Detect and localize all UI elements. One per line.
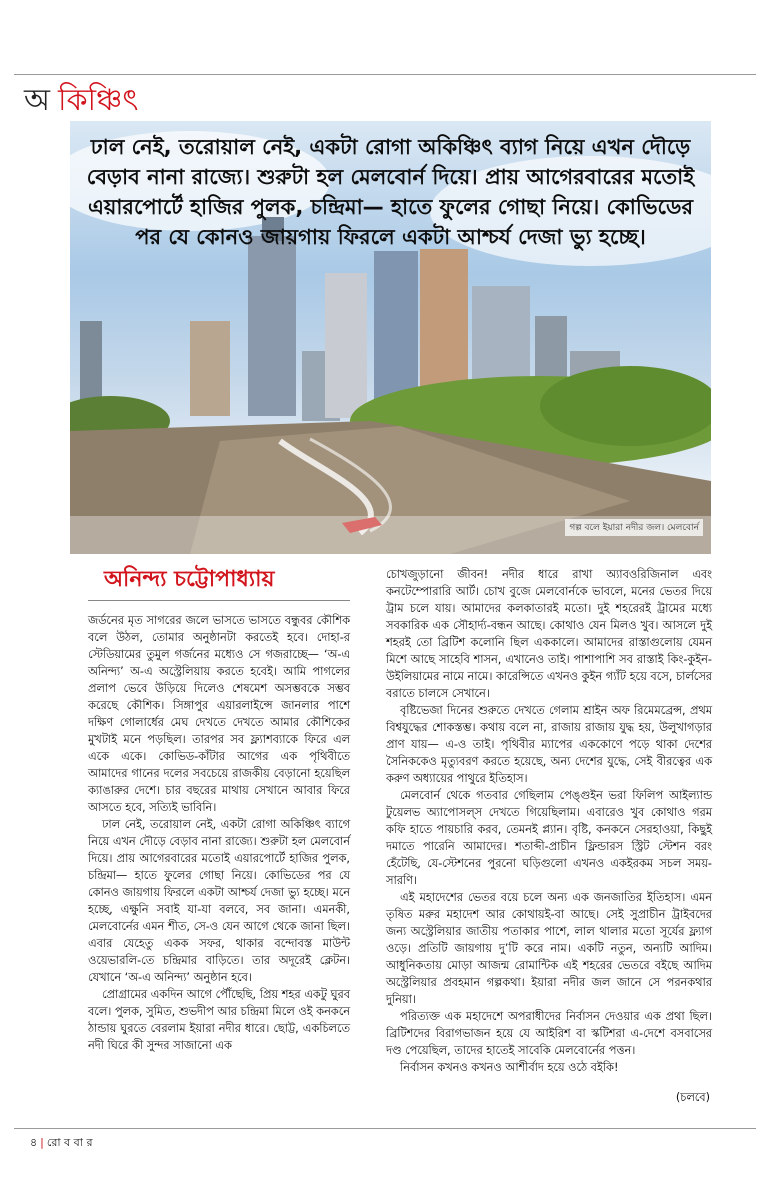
paragraph: প্রোগ্রামের একদিন আগে পৌঁছেছি, প্রিয় শহর একটু ঘুরব বলে। পুলক, সুমিত, শুভদীপ আর চন্দ্রিমা মিলে ওই কনকনে ঠান্ডায় ঘুরতে বেরলাম ইয়ারা নদীর ধারে। ছোট্ট, একচিলতে নদী ঘিরে কী সুন্দর সাজানো এক bbox=[88, 988, 350, 1052]
section-name: রো ব বা র bbox=[46, 1136, 93, 1149]
article-right-column bbox=[386, 566, 712, 1076]
paragraph: এই মহাদেশের ভেতর বয়ে চলে অন্য এক জনজাতির ইতিহাস। এমন তৃষিত মরুর মহাদেশ আর কোথায়ই-বা আছে। সেই সুপ্রাচীন ট্রাইবদের জন্য অস্ট্রেলিয়ার জাতীয় পতাকার পাশে, লাল থালার মতো সূর্যের ফ্ল্যাগ ওড়ে। প্রতিটি জায়গায় দু’টি করে নাম। একটি নতুন, অন্যটি আদিম। আধুনিকতায় মোড়া আজন্ম রোমান্টিক এই শহরের ভেতরে বইছে আদিম অস্ট্রেলিয়ার প্রবহমান গল্পকথা। ইয়ারা নদীর জল জানে সে পরনকথার দুনিয়া। bbox=[386, 891, 712, 1006]
photo-caption: গল্প বলে ইয়ারা নদীর জল। মেলবোর্ন bbox=[565, 519, 703, 536]
paragraph: জর্ডনের মৃত সাগরের জলে ভাসতে ভাসতে বন্ধুবর কৌশিক বলে উঠল, তোমার অনুষ্ঠানটা করতেই হবে। দোহা-র স্টেডিয়ামের তুমুল গর্জনের মধ্যেও সে গজরাচ্ছে— ‘অ-এ অনিন্দ্য’ অ-এ অস্ট্রেলিয়ায় করতে হবেই। আমি পাগলের প্রলাপ ভেবে উড়িয়ে দিলেও শেষমেশ অসম্ভবকে সম্ভব করেছে কৌশিক। সিঙ্গাপুর এয়ারলাইন্সে জানলার পাশে দক্ষিণ গোলার্ধের মেঘ দেখতে দেখতে আমার কৌশিকের মুখটাই মনে পড়ছিল। তারপর সব ফ্ল্যাশব্যাকে ফিরে এল একে একে। কোভিড-কাঁটার আগের এক পৃথিবীতে আমাদের গানের দলের সবচেয়ে রাজকীয় বেড়ানো হয়েছিল ক্যাঙারুর দেশে। চার বছরের মাথায় সেখানে আবার ফিরে আসতে হবে, সত্যিই ভাবিনি। bbox=[88, 614, 350, 814]
page-footer bbox=[30, 1134, 93, 1153]
article-left-column bbox=[88, 612, 350, 1054]
paragraph: মেলবোর্ন থেকে গতবার গেছিলাম পেঙ্গুইন ভরা ফিলিপ আইল্যান্ড টুয়েলভ অ্যাপোসল্‌স দেখতে গিয়েছিলাম। এবারেও খুব কোথাও গরম কফি হাতে পায়চারি করব, তেমনই প্ল্যান। বৃষ্টি, কনকনে সেরহাওয়া, কিছুই দমাতে পারেনি আমাদের। শতাব্দী-প্রাচীন ফ্লিন্ডারস স্ট্রিট স্টেশন বরং হেঁটেছি, যে-স্টেশনের পুরনো ঘড়িগুলো এখনও একইরকম সচল সময়-সারণি। bbox=[386, 789, 712, 887]
hero-caption: ঢাল নেই, তরোয়াল নেই, একটা রোগা অকিঞ্চিৎ ব্যাগ নিয়ে এখন দৌড়ে বেড়াব নানা রাজ্যে। শুরুটা হল মেলবোর্ন দিয়ে। প্রায় আগেরবারের মতোই এয়ারপোর্টে হাজির পুলক, চন্দ্রিমা— হাতে ফুলের গোছা নিয়ে। কোভিডের পর যে কোনও জায়গায় ফিরলে একটা আশ্চর্য দেজা ভ্যু হচ্ছে। bbox=[86, 135, 695, 249]
paragraph: পরিত্যক্ত এক মহাদেশে অপরাধীদের নির্বাসন দেওয়ার এক প্রথা ছিল। ব্রিটিশদের বিরাগভাজন হয়ে যে আইরিশ বা স্কটিশরা এ-দেশে বসবাসের দণ্ড পেয়েছিল, তাদের হাতেই সাবেকি মেলবোর্নের পত্তন। bbox=[386, 1010, 712, 1057]
continued-note: (চলবে) bbox=[675, 1091, 710, 1104]
footer-rule bbox=[14, 1128, 756, 1129]
paragraph: চোখজুড়ানো জীবন! নদীর ধারে রাখা অ্যাবওরিজিনাল এবং কনটেম্পোরারি আর্ট। চোখ বুজে মেলবোর্নকে ভাবলে, মনের ভেতর দিয়ে ট্রাম চলে যায়। আমাদের কলকাতারই মতো। দুই শহরেরই ট্রামের মধ্যে সবকারিক এক সৌহার্দ্য-বন্ধন আছে। কোথাও যেন মিলও খুব। আসলে দুই শহরই তো ব্রিটিশ কলোনি ছিল এককালে। আমাদের রাস্তাগুলোয় যেমন মিশে আছে সাহেবি শাসন, এখানেও তাই। পাশাপাশি সব রাস্তাই কিং-কুইন-উইলিয়ামের নামে নামে। কারেন্সিতে এখনও কুইন গ্যাঁট হয়ে বসে, চার্লসের বরাতে চালসে সেখানে। bbox=[386, 568, 712, 700]
author-byline: অনিন্দ্য চট্টোপাধ্যায় bbox=[104, 567, 275, 592]
header-rule bbox=[14, 74, 756, 75]
paragraph: ঢাল নেই, তরোয়াল নেই, একটা রোগা অকিঞ্চিৎ ব্যাগে নিয়ে এখন দৌড়ে বেড়াব নানা রাজ্যে। শুরুটা হল মেলবোর্ন দিয়ে। প্রায় আগেরবারের মতোই এয়ারপোর্টে হাজির পুলক, চন্দ্রিমা— হাতে ফুলের গোছা নিয়ে। কোভিডের পর যে কোনও জায়গায় ফিরলে একটা আশ্চর্য দেজা ভ্যু হচ্ছে। মনে হচ্ছে, এক্ষুনি সবাই যা-যা বলবে, সব জানা। এমনকী, মেলবোর্নের এমন শীত, সে-ও যেন আগে থেকে জানা ছিল। এবার যেহেতু একক সফর, থাকার বন্দোবস্ত মাউন্ট ওয়েভারলি-তে চন্দ্রিমার বাড়িতে। তার অদূরেই ক্লেটন। যেখানে ‘অ-এ অনিন্দ্য’ অনুষ্ঠান হবে। bbox=[88, 818, 350, 984]
byline-rule bbox=[88, 600, 350, 601]
footer-separator: | bbox=[40, 1136, 44, 1149]
hero-photo bbox=[70, 121, 711, 554]
paragraph: নির্বাসন কখনও কখনও আশীর্বাদ হয়ে ওঠে বইকি! bbox=[400, 1061, 619, 1074]
section-heading bbox=[24, 84, 138, 118]
paragraph: বৃষ্টিভেজা দিনের শুরুতে দেখতে গেলাম শ্রাইন অফ রিমেমব্রেন্স, প্রথম বিশ্বযুদ্ধের শোকস্তম্ভ। কথায় বলে না, রাজায় রাজায় যুদ্ধ হয়, উলুখাগড়ার প্রাণ যায়— এ-ও তাই। পৃথিবীর ম্যাপের এককোণে পড়ে থাকা দেশের সৈনিককেও মৃত্যুবরণ করতে হয়েছে, অন্য দেশের যুদ্ধে, সেই বীরত্বের এক করুণ অধ্যায়ের পাথুরে ইতিহাস। bbox=[386, 704, 712, 785]
heading-title: কিঞ্চিৎ bbox=[57, 83, 139, 118]
page-number: ৪ bbox=[30, 1136, 38, 1149]
heading-prefix: অ bbox=[24, 83, 50, 118]
